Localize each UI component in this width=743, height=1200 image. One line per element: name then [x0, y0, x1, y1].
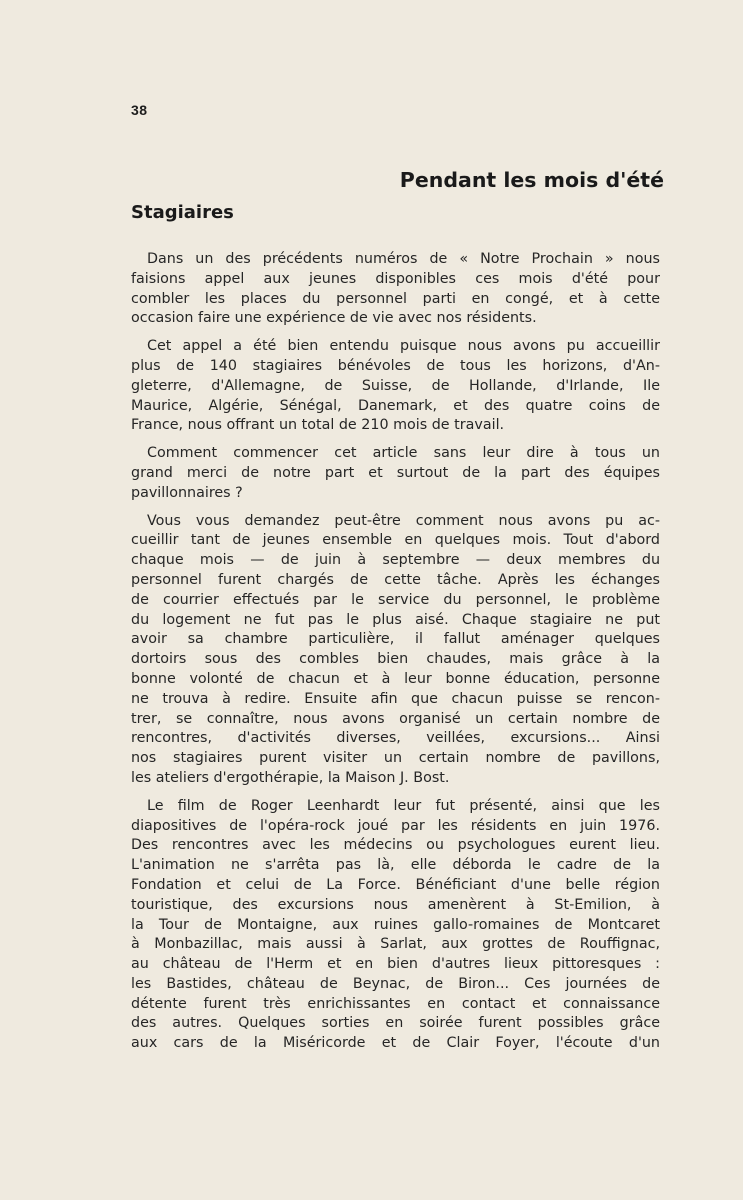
text-line: faisions appel aux jeunes disponibles ces mois d'été pour [131, 270, 660, 287]
text-line: plus de 140 stagiaires bénévoles de tous les horizons, d'An- [131, 357, 660, 374]
subsection-title: Stagiaires [131, 202, 234, 223]
text-line: Dans un des précédents numéros de « Notre Prochain » nous [147, 251, 660, 267]
text-line: des autres. Quelques sorties en soirée furent possibles grâce [131, 1015, 660, 1032]
text-line: combler les places du personnel parti en congé, et à cette [131, 290, 660, 307]
text-line: L'animation ne s'arrêta pas là, elle déborda le cadre de la [131, 857, 660, 874]
text-line: Vous vous demandez peut-être comment nous avons pu ac- [147, 512, 660, 529]
text-line: les ateliers d'ergothérapie, la Maison J. Bost. [131, 769, 450, 786]
text-line: du logement ne fut pas le plus aisé. Chaque stagiaire ne put [131, 611, 660, 628]
text-line: Comment commencer cet article sans leur dire à tous un [147, 445, 660, 462]
text-line: nos stagiaires purent visiter un certain nombre de pavillons, [131, 750, 660, 767]
paragraph [131, 512, 660, 789]
text-line: Fondation et celui de La Force. Bénéficiant d'une belle région [131, 876, 660, 893]
text-line: rencontres, d'activités diverses, veillées, excursions... Ainsi [131, 730, 660, 747]
text-line: chaque mois — de juin à septembre — deux membres du [131, 552, 660, 569]
text-line: aux cars de la Miséricorde et de Clair Foyer, l'écoute d'un [131, 1035, 660, 1052]
text-line: ne trouva à redire. Ensuite afin que chacun puisse se rencon- [131, 690, 660, 707]
text-line: Maurice, Algérie, Sénégal, Danemark, et des quatre coins de [131, 397, 660, 414]
text-line: à Monbazillac, mais aussi à Sarlat, aux grottes de Rouffignac, [131, 936, 660, 953]
text-line: Des rencontres avec les médecins ou psychologues eurent lieu. [131, 837, 660, 854]
text-line: au château de l'Herm et en bien d'autres lieux pittoresques : [131, 956, 660, 973]
paragraph [131, 250, 660, 329]
text-line: avoir sa chambre particulière, il fallut aménager quelques [131, 631, 660, 648]
text-line: trer, se connaître, nous avons organisé un certain nombre de [131, 710, 660, 727]
text-line: occasion faire une expérience de vie avec nos résidents. [131, 310, 537, 327]
paragraph [131, 337, 660, 436]
section-title: Pendant les mois d'été [399, 168, 664, 192]
text-line: de courrier effectués par le service du personnel, le problème [131, 591, 660, 608]
text-line: gleterre, d'Allemagne, de Suisse, de Hollande, d'Irlande, Ile [131, 377, 660, 394]
text-line: Le film de Roger Leenhardt leur fut présenté, ainsi que les [147, 797, 660, 814]
text-line: touristique, des excursions nous amenèrent à St-Emilion, à [131, 896, 660, 913]
text-line: Cet appel a été bien entendu puisque nous avons pu accueillir [147, 338, 660, 355]
text-line: dortoirs sous des combles bien chaudes, mais grâce à la [131, 651, 660, 668]
page-number: 38 [131, 102, 148, 118]
paragraph [131, 444, 660, 503]
text-line: France, nous offrant un total de 210 mois de travail. [131, 417, 505, 434]
text-line: la Tour de Montaigne, aux ruines gallo-romaines de Montcaret [131, 916, 660, 933]
text-line: diapositives de l'opéra-rock joué par les résidents en juin 1976. [131, 817, 660, 834]
text-line: pavillonnaires ? [131, 484, 243, 501]
text-line: détente furent très enrichissantes en contact et connaissance [131, 995, 660, 1012]
text-line: personnel furent chargés de cette tâche. Après les échanges [131, 571, 660, 588]
text-line: bonne volonté de chacun et à leur bonne éducation, personne [131, 670, 660, 687]
article-body [131, 250, 660, 1062]
text-line: cueillir tant de jeunes ensemble en quelques mois. Tout d'abord [131, 532, 660, 549]
text-line: grand merci de notre part et surtout de la part des équipes [131, 464, 660, 481]
paragraph [131, 797, 660, 1054]
text-line: les Bastides, château de Beynac, de Biron... Ces journées de [131, 975, 660, 992]
